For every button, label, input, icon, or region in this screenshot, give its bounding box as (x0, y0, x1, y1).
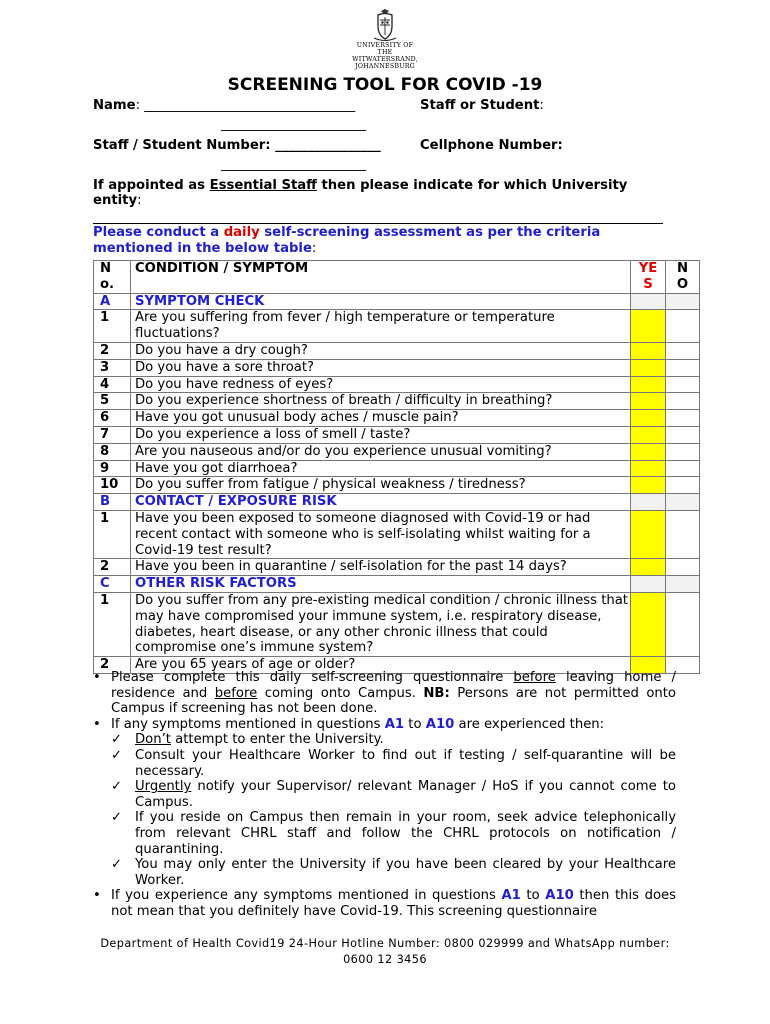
table-row (94, 393, 700, 410)
check-icon: ✓ (111, 747, 123, 763)
question-text: Do you suffer from any pre-existing medical condition / chronic illness that may have compromised your immune system, i.e. respiratory disease, diabetes, heart disease, or any other chronic illness that could compromise one’s immune system? (131, 592, 631, 656)
essential-staff-prompt: If appointed as Essential Staff then please indicate for which University (93, 178, 628, 193)
screening-table (93, 260, 700, 674)
table-row (94, 477, 700, 494)
table-row (94, 376, 700, 393)
question-number: 3 (94, 359, 131, 376)
answer-yes-cell[interactable] (631, 443, 666, 460)
answer-yes-cell[interactable] (631, 559, 666, 576)
section-spacer (666, 494, 700, 511)
question-number: 1 (94, 592, 131, 656)
table-header-row (94, 261, 700, 294)
table-row (94, 410, 700, 427)
section-spacer (666, 576, 700, 593)
question-number: 1 (94, 310, 131, 343)
staff-or-student-label: Staff or Student (420, 98, 540, 113)
section-spacer (631, 293, 666, 310)
header-condition: CONDITION / SYMPTOM (131, 261, 631, 294)
question-number: 10 (94, 477, 131, 494)
section-spacer (666, 293, 700, 310)
cellphone-number-label: Cellphone Number: (420, 138, 563, 153)
answer-no-cell[interactable] (666, 443, 700, 460)
question-text: Do you have a dry cough? (131, 342, 631, 359)
answer-no-cell[interactable] (666, 410, 700, 427)
question-number: 6 (94, 410, 131, 427)
answer-no-cell[interactable] (666, 376, 700, 393)
table-row (94, 460, 700, 477)
answer-no-cell[interactable] (666, 310, 700, 343)
cellphone-number-blank[interactable]: ______________________ (221, 157, 367, 172)
answer-no-cell[interactable] (666, 393, 700, 410)
table-row (94, 342, 700, 359)
instruction-text-line2: mentioned in the below table: (93, 241, 317, 256)
section-title: SYMPTOM CHECK (131, 293, 631, 310)
answer-no-cell[interactable] (666, 342, 700, 359)
check-icon: ✓ (111, 857, 123, 873)
answer-yes-cell[interactable] (631, 510, 666, 558)
answer-yes-cell[interactable] (631, 410, 666, 427)
document-title: SCREENING TOOL FOR COVID -19 (227, 75, 543, 95)
essential-staff-prompt-line2: entity: (93, 193, 142, 208)
question-text: Have you got diarrhoea? (131, 460, 631, 477)
bullet-icon: • (93, 670, 101, 685)
table-row (94, 359, 700, 376)
question-number: B (94, 494, 131, 511)
question-number: 9 (94, 460, 131, 477)
bullet-icon: • (93, 888, 101, 904)
question-number: 8 (94, 443, 131, 460)
question-text: Do you suffer from fatigue / physical weakness / tiredness? (131, 477, 631, 494)
sub-list-item: ✓ You may only enter the University if you have been cleared by your Healthcare Worker. (111, 857, 676, 888)
name-field-row (93, 98, 355, 113)
sub-list-item: ✓ If you reside on Campus then remain in your room, seek advice telephonically from relevant CHRL staff and follow the CHRL protocols on notification / quarantining. (111, 810, 676, 857)
table-section-row (94, 293, 700, 310)
answer-no-cell[interactable] (666, 460, 700, 477)
table-row (94, 310, 700, 343)
bullet-icon: • (93, 716, 101, 732)
answer-yes-cell[interactable] (631, 393, 666, 410)
answer-no-cell[interactable] (666, 510, 700, 558)
answer-yes-cell[interactable] (631, 460, 666, 477)
question-number: 7 (94, 426, 131, 443)
staff-or-student-row: Staff or Student: (420, 98, 544, 113)
question-text: Do you have a sore throat? (131, 359, 631, 376)
table-row (94, 443, 700, 460)
table-row (94, 426, 700, 443)
section-spacer (631, 576, 666, 593)
footer-line: Department of Health Covid19 24-Hour Hotline Number: 0800 029999 and WhatsApp number: (100, 937, 670, 950)
table-row (94, 510, 700, 558)
question-number: 2 (94, 657, 131, 674)
question-text: Have you been exposed to someone diagnosed with Covid-19 or had recent contact with someone who is self-isolating whilst waiting for a Covid-19 test result? (131, 510, 631, 558)
table-section-row (94, 494, 700, 511)
question-number: 2 (94, 342, 131, 359)
answer-yes-cell[interactable] (631, 592, 666, 656)
question-number: 4 (94, 376, 131, 393)
question-text: Have you been in quarantine / self-isolation for the past 14 days? (131, 559, 631, 576)
list-item: • Please complete this daily self-screening questionnaire before leaving home / residence and before coming onto Campus. NB: Persons are not permitted onto Campus if screening has not been done. (93, 670, 676, 717)
instructions-list (93, 670, 676, 920)
list-item: • If you experience any symptoms mentioned in questions A1 to A10 then this does not mean that you definitely have Covid-19. This screening questionnaire (93, 888, 676, 919)
entity-input-line[interactable] (93, 223, 663, 224)
question-text: Do you experience a loss of smell / taste? (131, 426, 631, 443)
sub-list-item: ✓ Don’t attempt to enter the University. (111, 732, 384, 748)
question-text: Do you have redness of eyes? (131, 376, 631, 393)
table-row (94, 592, 700, 656)
answer-yes-cell[interactable] (631, 342, 666, 359)
question-text: Have you got unusual body aches / muscle pain? (131, 410, 631, 427)
list-item: • If any symptoms mentioned in questions A1 to A10 are experienced then: (93, 716, 605, 732)
instruction-text: Please conduct a daily self-screening assessment as per the criteria (93, 225, 601, 240)
university-name: UNIVERSITY OF THE WITWATERSRAND, JOHANNESBURG (352, 42, 418, 70)
question-text: Do you experience shortness of breath / difficulty in breathing? (131, 393, 631, 410)
header-number: N o. (94, 261, 131, 294)
check-icon: ✓ (111, 779, 123, 795)
answer-yes-cell[interactable] (631, 426, 666, 443)
header-yes: YE S (631, 261, 666, 294)
question-number: A (94, 293, 131, 310)
university-logo (351, 8, 419, 70)
sub-list-item: ✓ Urgently notify your Supervisor/ relevant Manager / HoS if you cannot come to Campus. (111, 779, 676, 810)
name-label: Name (93, 98, 136, 113)
answer-no-cell[interactable] (666, 426, 700, 443)
question-number: 2 (94, 559, 131, 576)
answer-yes-cell[interactable] (631, 359, 666, 376)
answer-no-cell[interactable] (666, 359, 700, 376)
question-text: Are you nauseous and/or do you experience unusual vomiting? (131, 443, 631, 460)
section-title: OTHER RISK FACTORS (131, 576, 631, 593)
staff-student-number-field[interactable]: Staff / Student Number: ________________ (93, 138, 381, 153)
hotline-footer (0, 936, 770, 967)
question-number: 1 (94, 510, 131, 558)
section-spacer (631, 494, 666, 511)
check-icon: ✓ (111, 810, 123, 826)
name-blank[interactable]: : ________________________________ (135, 98, 356, 113)
coat-of-arms-icon (370, 8, 400, 42)
sub-list-item: ✓ Consult your Healthcare Worker to find out if testing / self-quarantine will be necessary. (111, 747, 676, 779)
footer-line: 0600 12 3456 (343, 952, 427, 966)
answer-no-cell[interactable] (666, 592, 700, 656)
answer-no-cell[interactable] (666, 559, 700, 576)
staff-or-student-blank[interactable]: ______________________ (221, 117, 367, 132)
table-row (94, 559, 700, 576)
question-number: C (94, 576, 131, 593)
header-no: N O (666, 261, 700, 294)
answer-yes-cell[interactable] (631, 477, 666, 494)
table-section-row (94, 576, 700, 593)
answer-no-cell[interactable] (666, 477, 700, 494)
question-text: Are you suffering from fever / high temperature or temperature fluctuations? (131, 310, 631, 343)
section-title: CONTACT / EXPOSURE RISK (131, 494, 631, 511)
question-text: Are you 65 years of age or older? (131, 657, 631, 674)
answer-yes-cell[interactable] (631, 376, 666, 393)
check-icon: ✓ (111, 732, 123, 748)
question-number: 5 (94, 393, 131, 410)
answer-yes-cell[interactable] (631, 310, 666, 343)
